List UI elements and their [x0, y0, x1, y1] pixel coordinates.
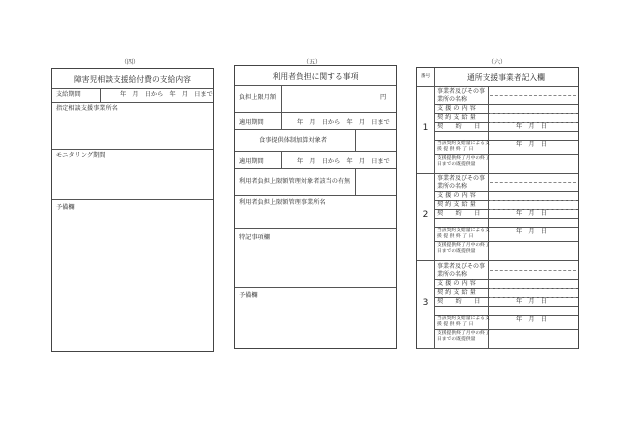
apply-period-label: 適用期間	[239, 119, 264, 126]
entry-number: 1	[422, 123, 429, 133]
period-label: 支給期間	[56, 91, 81, 98]
limit-label: 負担上限月額	[239, 94, 277, 101]
panel4-title: 障害児相談支援給付費の支給内容	[74, 75, 191, 84]
entry-end-date-value[interactable]: 年 月 日	[516, 316, 547, 323]
period-value[interactable]: 年 月 日から 年 月 日まで	[120, 91, 213, 98]
entry-provider-label: 事業者及びその事業所の名称	[437, 263, 486, 279]
panel5-form	[234, 65, 397, 349]
entry-number: 2	[422, 210, 429, 220]
entry-amount-label: 契 約 支 給 量	[437, 201, 476, 208]
panel6-label: （六）	[487, 59, 506, 66]
entry-contract-date-value[interactable]: 年 月 日	[516, 298, 547, 305]
notes-label: 予備欄	[56, 204, 75, 211]
entry-end-date-label: 当該契約支給量による支 援 提 供 終 了 日	[437, 316, 490, 327]
entry-end-date-value[interactable]: 年 月 日	[516, 228, 547, 235]
monitoring-label: モニタリング期間	[56, 152, 106, 159]
entry-provider-label: 事業者及びその事業所の名称	[437, 88, 486, 104]
entry-remaining-label: 支援提供終了月中の終了日までの既提供量	[437, 331, 490, 342]
panel6-form	[416, 67, 579, 349]
number-header: 番号	[420, 74, 431, 79]
apply-period-label-2: 適用期間	[239, 158, 264, 165]
entry-content-label: 支 援 の 内 容	[437, 280, 476, 287]
panel6-title: 通所支援事業者記入欄	[467, 73, 545, 82]
panel5-label: （五）	[302, 59, 321, 66]
apply-period-value[interactable]: 年 月 日から 年 月 日まで	[297, 119, 390, 126]
entry-number: 3	[422, 298, 429, 308]
entry-remaining-label: 支援提供終了月中の終了日までの既提供量	[437, 156, 490, 167]
entry-end-date-label: 当該契約支給量による支 援 提 供 終 了 日	[437, 228, 490, 239]
entry-contract-date-value[interactable]: 年 月 日	[516, 123, 547, 130]
entry-remaining-label: 支援提供終了月中の終了日までの既提供量	[437, 243, 490, 254]
meal-label: 食事提供体制加算対象者	[259, 137, 328, 144]
panel4-form	[51, 68, 214, 352]
limit-unit: 円	[380, 94, 387, 101]
special-label: 特記事項欄	[239, 234, 270, 241]
mgmt-office-label: 利用者負担上限額管理事業所名	[239, 199, 326, 206]
entry-content-label: 支 援 の 内 容	[437, 192, 476, 199]
entry-amount-label: 契 約 支 給 量	[437, 289, 476, 296]
entry-end-date-label: 当該契約支給量による支 援 提 供 終 了 日	[437, 141, 490, 152]
provider-label: 指定相談支援事業所名	[56, 105, 118, 112]
entry-contract-date-label: 契 約 日	[437, 210, 481, 217]
entry-contract-date-label: 契 約 日	[437, 298, 481, 305]
entry-amount-label: 契 約 支 給 量	[437, 114, 476, 121]
panel5-title: 利用者負担に関する事項	[272, 72, 359, 81]
entry-contract-date-value[interactable]: 年 月 日	[516, 210, 547, 217]
entry-provider-label: 事業者及びその事業所の名称	[437, 175, 486, 191]
mgmt-label: 利用者負担上限額管理対象者該当の有無	[239, 178, 351, 185]
entry-contract-date-label: 契 約 日	[437, 123, 481, 130]
apply-period-value-2[interactable]: 年 月 日から 年 月 日まで	[297, 158, 390, 165]
entry-content-label: 支 援 の 内 容	[437, 105, 476, 112]
panel5-notes-label: 予備欄	[239, 292, 258, 299]
panel4-label: （四）	[120, 59, 139, 66]
entry-end-date-value[interactable]: 年 月 日	[516, 141, 547, 148]
